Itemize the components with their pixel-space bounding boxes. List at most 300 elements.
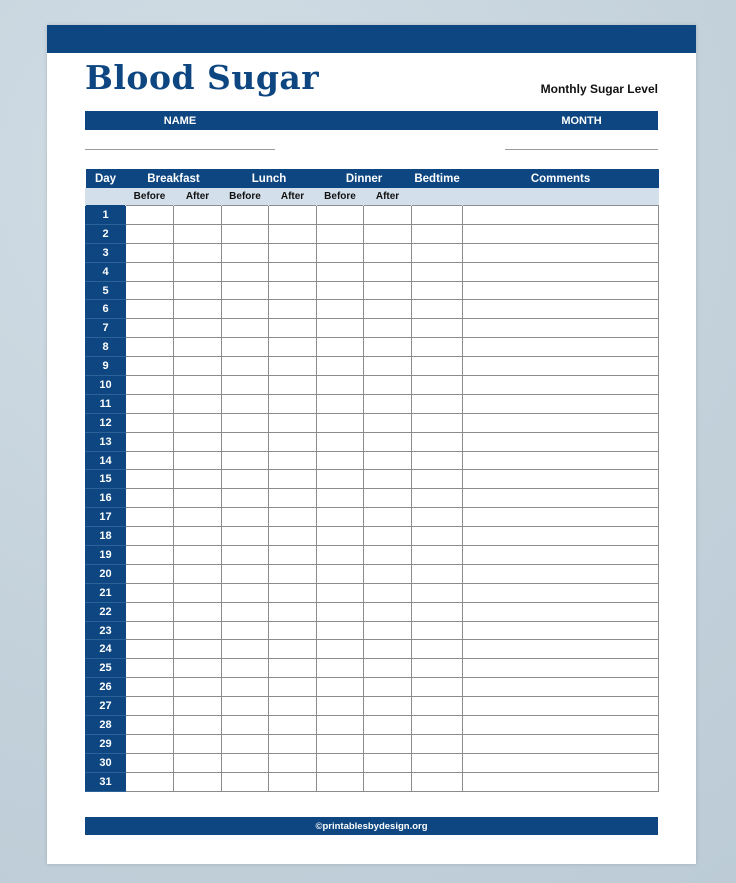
lunch-after-cell[interactable] — [269, 262, 317, 281]
month-field[interactable] — [505, 149, 658, 150]
breakfast-after-cell[interactable] — [174, 470, 222, 489]
breakfast-before-cell[interactable] — [126, 376, 174, 395]
breakfast-after-cell[interactable] — [174, 734, 222, 753]
name-field[interactable] — [85, 149, 275, 150]
lunch-before-cell[interactable] — [222, 527, 269, 546]
day-number: 29 — [86, 734, 126, 753]
dinner-before-cell[interactable] — [317, 376, 364, 395]
breakfast-before-cell[interactable] — [126, 224, 174, 243]
bedtime-cell[interactable] — [412, 413, 463, 432]
comments-cell[interactable] — [463, 734, 659, 753]
comments-cell[interactable] — [463, 432, 659, 451]
table-row — [86, 734, 659, 753]
bedtime-cell[interactable] — [412, 602, 463, 621]
day-number: 14 — [86, 451, 126, 470]
comments-cell[interactable] — [463, 262, 659, 281]
lunch-before-cell[interactable] — [222, 621, 269, 640]
comments-cell[interactable] — [463, 640, 659, 659]
breakfast-after-cell[interactable] — [174, 716, 222, 735]
page-subtitle: Monthly Sugar Level — [540, 82, 658, 96]
bedtime-cell[interactable] — [412, 640, 463, 659]
breakfast-after-cell[interactable] — [174, 678, 222, 697]
dinner-before-cell[interactable] — [317, 300, 364, 319]
dinner-before-cell[interactable] — [317, 470, 364, 489]
breakfast-before-cell[interactable] — [126, 451, 174, 470]
table-row — [86, 300, 659, 319]
breakfast-after-cell[interactable] — [174, 281, 222, 300]
comments-cell[interactable] — [463, 451, 659, 470]
dinner-before-cell[interactable] — [317, 583, 364, 602]
comments-cell[interactable] — [463, 281, 659, 300]
day-number: 19 — [86, 546, 126, 565]
bedtime-cell[interactable] — [412, 319, 463, 338]
dinner-after-cell[interactable] — [364, 243, 412, 262]
bedtime-cell[interactable] — [412, 564, 463, 583]
lunch-before-cell[interactable] — [222, 489, 269, 508]
lunch-before-cell[interactable] — [222, 376, 269, 395]
lunch-after-cell[interactable] — [269, 583, 317, 602]
sub-dinner-after: After — [364, 188, 412, 206]
lunch-before-cell[interactable] — [222, 300, 269, 319]
lunch-after-cell[interactable] — [269, 224, 317, 243]
comments-cell[interactable] — [463, 357, 659, 376]
breakfast-after-cell[interactable] — [174, 300, 222, 319]
dinner-before-cell[interactable] — [317, 753, 364, 772]
lunch-before-cell[interactable] — [222, 357, 269, 376]
dinner-after-cell[interactable] — [364, 319, 412, 338]
dinner-before-cell[interactable] — [317, 508, 364, 527]
breakfast-before-cell[interactable] — [126, 640, 174, 659]
lunch-after-cell[interactable] — [269, 602, 317, 621]
day-number: 8 — [86, 338, 126, 357]
dinner-after-cell[interactable] — [364, 583, 412, 602]
day-number: 17 — [86, 508, 126, 527]
bedtime-cell[interactable] — [412, 281, 463, 300]
dinner-after-cell[interactable] — [364, 489, 412, 508]
dinner-after-cell[interactable] — [364, 602, 412, 621]
sub-dinner-before: Before — [317, 188, 364, 206]
day-number: 26 — [86, 678, 126, 697]
lunch-before-cell[interactable] — [222, 206, 269, 225]
table-row — [86, 753, 659, 772]
dinner-before-cell[interactable] — [317, 621, 364, 640]
breakfast-before-cell[interactable] — [126, 602, 174, 621]
bedtime-cell[interactable] — [412, 262, 463, 281]
dinner-after-cell[interactable] — [364, 546, 412, 565]
day-number: 13 — [86, 432, 126, 451]
comments-cell[interactable] — [463, 602, 659, 621]
table-row — [86, 527, 659, 546]
comments-cell[interactable] — [463, 772, 659, 791]
month-label: MONTH — [561, 114, 602, 127]
header-bar-spacer — [275, 111, 505, 130]
table-row — [86, 357, 659, 376]
breakfast-after-cell[interactable] — [174, 376, 222, 395]
dinner-before-cell[interactable] — [317, 319, 364, 338]
comments-cell[interactable] — [463, 753, 659, 772]
dinner-after-cell[interactable] — [364, 508, 412, 527]
sub-comments-blank — [463, 188, 659, 206]
breakfast-after-cell[interactable] — [174, 659, 222, 678]
day-number: 6 — [86, 300, 126, 319]
dinner-before-cell[interactable] — [317, 489, 364, 508]
dinner-before-cell[interactable] — [317, 243, 364, 262]
breakfast-after-cell[interactable] — [174, 508, 222, 527]
lunch-after-cell[interactable] — [269, 319, 317, 338]
bedtime-cell[interactable] — [412, 224, 463, 243]
dinner-after-cell[interactable] — [364, 376, 412, 395]
table-row — [86, 640, 659, 659]
breakfast-after-cell[interactable] — [174, 546, 222, 565]
lunch-before-cell[interactable] — [222, 281, 269, 300]
dinner-after-cell[interactable] — [364, 432, 412, 451]
lunch-after-cell[interactable] — [269, 753, 317, 772]
breakfast-after-cell[interactable] — [174, 224, 222, 243]
lunch-after-cell[interactable] — [269, 734, 317, 753]
comments-cell[interactable] — [463, 470, 659, 489]
comments-cell[interactable] — [463, 527, 659, 546]
lunch-before-cell[interactable] — [222, 697, 269, 716]
footer-bar — [85, 817, 658, 835]
day-number: 18 — [86, 527, 126, 546]
breakfast-after-cell[interactable] — [174, 206, 222, 225]
breakfast-before-cell[interactable] — [126, 470, 174, 489]
table-row — [86, 621, 659, 640]
dinner-after-cell[interactable] — [364, 640, 412, 659]
dinner-before-cell[interactable] — [317, 394, 364, 413]
bedtime-cell[interactable] — [412, 527, 463, 546]
lunch-before-cell[interactable] — [222, 413, 269, 432]
breakfast-before-cell[interactable] — [126, 716, 174, 735]
breakfast-after-cell[interactable] — [174, 772, 222, 791]
dinner-before-cell[interactable] — [317, 281, 364, 300]
log-body — [86, 206, 659, 792]
dinner-after-cell[interactable] — [364, 262, 412, 281]
comments-cell[interactable] — [463, 583, 659, 602]
breakfast-after-cell[interactable] — [174, 527, 222, 546]
lunch-before-cell[interactable] — [222, 564, 269, 583]
table-row — [86, 262, 659, 281]
table-row — [86, 583, 659, 602]
breakfast-before-cell[interactable] — [126, 281, 174, 300]
lunch-before-cell[interactable] — [222, 319, 269, 338]
dinner-before-cell[interactable] — [317, 262, 364, 281]
lunch-after-cell[interactable] — [269, 678, 317, 697]
table-row — [86, 319, 659, 338]
comments-cell[interactable] — [463, 697, 659, 716]
bedtime-cell[interactable] — [412, 697, 463, 716]
comments-cell[interactable] — [463, 659, 659, 678]
bedtime-cell[interactable] — [412, 451, 463, 470]
breakfast-after-cell[interactable] — [174, 338, 222, 357]
dinner-before-cell[interactable] — [317, 734, 364, 753]
lunch-after-cell[interactable] — [269, 376, 317, 395]
table-row — [86, 413, 659, 432]
day-number: 27 — [86, 697, 126, 716]
lunch-before-cell[interactable] — [222, 678, 269, 697]
bedtime-cell[interactable] — [412, 338, 463, 357]
col-day: Day — [86, 169, 126, 188]
table-row — [86, 697, 659, 716]
bedtime-cell[interactable] — [412, 376, 463, 395]
lunch-before-cell[interactable] — [222, 640, 269, 659]
breakfast-before-cell[interactable] — [126, 243, 174, 262]
lunch-after-cell[interactable] — [269, 206, 317, 225]
lunch-before-cell[interactable] — [222, 546, 269, 565]
comments-cell[interactable] — [463, 300, 659, 319]
table-row — [86, 376, 659, 395]
lunch-after-cell[interactable] — [269, 432, 317, 451]
lunch-before-cell[interactable] — [222, 432, 269, 451]
dinner-after-cell[interactable] — [364, 394, 412, 413]
dinner-after-cell[interactable] — [364, 413, 412, 432]
dinner-before-cell[interactable] — [317, 602, 364, 621]
dinner-before-cell[interactable] — [317, 716, 364, 735]
breakfast-before-cell[interactable] — [126, 508, 174, 527]
lunch-after-cell[interactable] — [269, 338, 317, 357]
comments-cell[interactable] — [463, 678, 659, 697]
breakfast-after-cell[interactable] — [174, 413, 222, 432]
page-title: Blood Sugar — [85, 58, 320, 97]
comments-cell[interactable] — [463, 394, 659, 413]
breakfast-before-cell[interactable] — [126, 621, 174, 640]
lunch-before-cell[interactable] — [222, 772, 269, 791]
col-dinner: Dinner — [317, 169, 412, 188]
breakfast-before-cell[interactable] — [126, 527, 174, 546]
lunch-before-cell[interactable] — [222, 583, 269, 602]
table-row — [86, 546, 659, 565]
comments-cell[interactable] — [463, 319, 659, 338]
dinner-before-cell[interactable] — [317, 527, 364, 546]
dinner-after-cell[interactable] — [364, 678, 412, 697]
comments-cell[interactable] — [463, 413, 659, 432]
dinner-before-cell[interactable] — [317, 640, 364, 659]
dinner-after-cell[interactable] — [364, 224, 412, 243]
breakfast-after-cell[interactable] — [174, 432, 222, 451]
breakfast-after-cell[interactable] — [174, 640, 222, 659]
breakfast-before-cell[interactable] — [126, 489, 174, 508]
dinner-before-cell[interactable] — [317, 206, 364, 225]
bedtime-cell[interactable] — [412, 772, 463, 791]
dinner-after-cell[interactable] — [364, 564, 412, 583]
lunch-before-cell[interactable] — [222, 243, 269, 262]
comments-cell[interactable] — [463, 716, 659, 735]
lunch-before-cell[interactable] — [222, 602, 269, 621]
day-number: 21 — [86, 583, 126, 602]
lunch-after-cell[interactable] — [269, 300, 317, 319]
breakfast-after-cell[interactable] — [174, 319, 222, 338]
day-number: 10 — [86, 376, 126, 395]
sub-breakfast-after: After — [174, 188, 222, 206]
lunch-after-cell[interactable] — [269, 546, 317, 565]
bedtime-cell[interactable] — [412, 508, 463, 527]
bedtime-cell[interactable] — [412, 734, 463, 753]
name-label-bar — [85, 111, 275, 130]
breakfast-before-cell[interactable] — [126, 678, 174, 697]
breakfast-after-cell[interactable] — [174, 262, 222, 281]
dinner-before-cell[interactable] — [317, 564, 364, 583]
dinner-before-cell[interactable] — [317, 678, 364, 697]
dinner-after-cell[interactable] — [364, 621, 412, 640]
lunch-before-cell[interactable] — [222, 262, 269, 281]
breakfast-before-cell[interactable] — [126, 583, 174, 602]
bedtime-cell[interactable] — [412, 470, 463, 489]
dinner-after-cell[interactable] — [364, 206, 412, 225]
dinner-after-cell[interactable] — [364, 300, 412, 319]
breakfast-after-cell[interactable] — [174, 489, 222, 508]
lunch-before-cell[interactable] — [222, 338, 269, 357]
bedtime-cell[interactable] — [412, 753, 463, 772]
dinner-after-cell[interactable] — [364, 716, 412, 735]
bedtime-cell[interactable] — [412, 621, 463, 640]
comments-cell[interactable] — [463, 564, 659, 583]
breakfast-after-cell[interactable] — [174, 243, 222, 262]
lunch-after-cell[interactable] — [269, 243, 317, 262]
day-number: 4 — [86, 262, 126, 281]
breakfast-after-cell[interactable] — [174, 357, 222, 376]
comments-cell[interactable] — [463, 206, 659, 225]
bedtime-cell[interactable] — [412, 206, 463, 225]
lunch-after-cell[interactable] — [269, 621, 317, 640]
lunch-after-cell[interactable] — [269, 357, 317, 376]
table-row — [86, 432, 659, 451]
dinner-before-cell[interactable] — [317, 546, 364, 565]
lunch-before-cell[interactable] — [222, 224, 269, 243]
table-row — [86, 564, 659, 583]
dinner-before-cell[interactable] — [317, 451, 364, 470]
dinner-after-cell[interactable] — [364, 734, 412, 753]
dinner-after-cell[interactable] — [364, 697, 412, 716]
bedtime-cell[interactable] — [412, 489, 463, 508]
bedtime-cell[interactable] — [412, 716, 463, 735]
breakfast-before-cell[interactable] — [126, 697, 174, 716]
bedtime-cell[interactable] — [412, 432, 463, 451]
lunch-before-cell[interactable] — [222, 394, 269, 413]
lunch-after-cell[interactable] — [269, 470, 317, 489]
lunch-before-cell[interactable] — [222, 451, 269, 470]
dinner-after-cell[interactable] — [364, 659, 412, 678]
table-row — [86, 394, 659, 413]
bedtime-cell[interactable] — [412, 300, 463, 319]
breakfast-before-cell[interactable] — [126, 753, 174, 772]
breakfast-before-cell[interactable] — [126, 659, 174, 678]
comments-cell[interactable] — [463, 338, 659, 357]
lunch-after-cell[interactable] — [269, 527, 317, 546]
lunch-after-cell[interactable] — [269, 659, 317, 678]
breakfast-before-cell[interactable] — [126, 262, 174, 281]
dinner-after-cell[interactable] — [364, 357, 412, 376]
breakfast-before-cell[interactable] — [126, 338, 174, 357]
comments-cell[interactable] — [463, 243, 659, 262]
lunch-before-cell[interactable] — [222, 753, 269, 772]
comments-cell[interactable] — [463, 621, 659, 640]
bedtime-cell[interactable] — [412, 678, 463, 697]
comments-cell[interactable] — [463, 376, 659, 395]
day-number: 22 — [86, 602, 126, 621]
lunch-after-cell[interactable] — [269, 716, 317, 735]
dinner-before-cell[interactable] — [317, 697, 364, 716]
dinner-after-cell[interactable] — [364, 338, 412, 357]
dinner-after-cell[interactable] — [364, 281, 412, 300]
dinner-after-cell[interactable] — [364, 451, 412, 470]
sub-blank — [86, 188, 126, 206]
lunch-after-cell[interactable] — [269, 489, 317, 508]
breakfast-before-cell[interactable] — [126, 413, 174, 432]
dinner-before-cell[interactable] — [317, 224, 364, 243]
lunch-after-cell[interactable] — [269, 394, 317, 413]
lunch-after-cell[interactable] — [269, 772, 317, 791]
breakfast-before-cell[interactable] — [126, 300, 174, 319]
dinner-after-cell[interactable] — [364, 470, 412, 489]
lunch-after-cell[interactable] — [269, 640, 317, 659]
breakfast-before-cell[interactable] — [126, 319, 174, 338]
dinner-after-cell[interactable] — [364, 753, 412, 772]
comments-cell[interactable] — [463, 224, 659, 243]
lunch-before-cell[interactable] — [222, 734, 269, 753]
bedtime-cell[interactable] — [412, 357, 463, 376]
breakfast-before-cell[interactable] — [126, 772, 174, 791]
breakfast-after-cell[interactable] — [174, 394, 222, 413]
breakfast-before-cell[interactable] — [126, 734, 174, 753]
dinner-before-cell[interactable] — [317, 338, 364, 357]
lunch-after-cell[interactable] — [269, 413, 317, 432]
lunch-before-cell[interactable] — [222, 716, 269, 735]
worksheet-page — [47, 25, 696, 864]
col-breakfast: Breakfast — [126, 169, 222, 188]
breakfast-before-cell[interactable] — [126, 546, 174, 565]
bedtime-cell[interactable] — [412, 583, 463, 602]
sub-bedtime-blank — [412, 188, 463, 206]
dinner-after-cell[interactable] — [364, 772, 412, 791]
lunch-after-cell[interactable] — [269, 697, 317, 716]
breakfast-after-cell[interactable] — [174, 451, 222, 470]
breakfast-before-cell[interactable] — [126, 394, 174, 413]
lunch-before-cell[interactable] — [222, 508, 269, 527]
lunch-after-cell[interactable] — [269, 281, 317, 300]
lunch-after-cell[interactable] — [269, 508, 317, 527]
breakfast-before-cell[interactable] — [126, 564, 174, 583]
breakfast-after-cell[interactable] — [174, 564, 222, 583]
dinner-before-cell[interactable] — [317, 659, 364, 678]
dinner-before-cell[interactable] — [317, 432, 364, 451]
sub-lunch-after: After — [269, 188, 317, 206]
breakfast-after-cell[interactable] — [174, 753, 222, 772]
bedtime-cell[interactable] — [412, 394, 463, 413]
comments-cell[interactable] — [463, 508, 659, 527]
bedtime-cell[interactable] — [412, 659, 463, 678]
breakfast-after-cell[interactable] — [174, 602, 222, 621]
dinner-before-cell[interactable] — [317, 357, 364, 376]
breakfast-before-cell[interactable] — [126, 357, 174, 376]
lunch-after-cell[interactable] — [269, 451, 317, 470]
breakfast-after-cell[interactable] — [174, 697, 222, 716]
dinner-before-cell[interactable] — [317, 413, 364, 432]
lunch-before-cell[interactable] — [222, 659, 269, 678]
comments-cell[interactable] — [463, 546, 659, 565]
bedtime-cell[interactable] — [412, 243, 463, 262]
breakfast-after-cell[interactable] — [174, 583, 222, 602]
breakfast-after-cell[interactable] — [174, 621, 222, 640]
breakfast-before-cell[interactable] — [126, 206, 174, 225]
dinner-before-cell[interactable] — [317, 772, 364, 791]
bedtime-cell[interactable] — [412, 546, 463, 565]
comments-cell[interactable] — [463, 489, 659, 508]
lunch-before-cell[interactable] — [222, 470, 269, 489]
dinner-after-cell[interactable] — [364, 527, 412, 546]
lunch-after-cell[interactable] — [269, 564, 317, 583]
day-number: 7 — [86, 319, 126, 338]
breakfast-before-cell[interactable] — [126, 432, 174, 451]
